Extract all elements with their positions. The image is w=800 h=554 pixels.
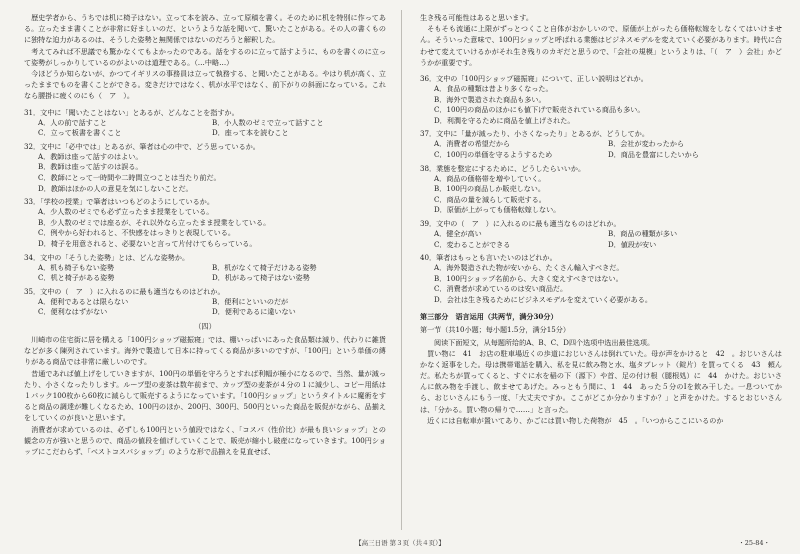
- option-b[interactable]: B．小人数のゼミで立って話すこと: [212, 117, 324, 127]
- option-a[interactable]: A．教師は座って話すのはよい。: [38, 151, 143, 161]
- option-d[interactable]: D．教師はほかの人の意見を気にしないことだ。: [38, 183, 193, 193]
- option-c[interactable]: C．立って板書を書くこと: [38, 128, 122, 138]
- option-c[interactable]: C．100円の商品のほかにも値下げで販売されている商品も多い。: [434, 105, 645, 115]
- paragraph: 買い物に 41 お店の駐車場近くの歩道におじいさんは倒れていた。母が声をかけると 42 。おじいさんはかなく返事をした。母は携帯電話を購入、私を見に飲み物と水、塩タブレット（錠片）を買ってくる 43 頼んだ。私たちが買ってくると、すぐに水を稲の下（源下）や首、足の付け根（腿根処）に 44 かけた。おじいさんに飲み物を手渡し、飲ませてあげた。みっともう間に、1 44 あった５分のⅠを飲み干した。一息ついてから、おじいさんにもう一度、「大丈夫ですか。ここがどこか分かりますか？」と声をかけた。するとおじいさんは、「分かる。買い物の帰りで……」と言った。: [420, 348, 782, 414]
- paragraph: 考えてみれば不思議でも驚かなくてもよかったのである。話をするのに立って話すように、ものを書くのに立って姿勢がしっかりしているのがよいのは道理である。（…中略…）: [24, 46, 386, 67]
- passage-four-text: [24, 334, 386, 457]
- option-d[interactable]: D．便利であるに違いない: [212, 307, 296, 317]
- question-33: [24, 196, 386, 249]
- question-stem: 38．業態を整定にするために、どうしたらいいか。: [420, 163, 586, 173]
- option-d[interactable]: D．椅子を用意されると、必要ないと言って片付けてもらっている。: [38, 238, 257, 248]
- question-39: [420, 218, 782, 250]
- right-column: [420, 12, 782, 426]
- passage-three-text: [24, 12, 386, 102]
- option-a[interactable]: A．健全が高い: [434, 228, 482, 238]
- option-c[interactable]: C．例やから好われると、不快感をはっきりと表現している。: [38, 228, 235, 238]
- question-stem: 40．筆者はもっとも言いたいのはどれか。: [420, 253, 557, 263]
- option-c[interactable]: C．商品の量を減らして販売する。: [434, 194, 546, 204]
- option-d[interactable]: D．値段が安い: [608, 239, 657, 249]
- question-stem: 39．文中の（ ア ）に入れるのに最も適当なものはどれか。: [420, 218, 621, 228]
- option-b[interactable]: B．机がなくて椅子だけある姿勢: [212, 262, 317, 272]
- question-stem: 36．文中の「100円ショップ磁振寝」について、正しい説明はどれか。: [420, 74, 648, 84]
- part-three-title: 第三部分 语言运用（共两节，满分30分）: [420, 311, 558, 321]
- paragraph: 近くには自転車が置いてあり、かごには買い物した荷物が 45 。「いつからここにいるのか: [427, 415, 724, 425]
- question-stem: 35．文中の（ ア ）に入れるのに最も適当なものはどれか。: [24, 286, 225, 296]
- option-a[interactable]: A．便利であるとは限らない: [38, 296, 129, 306]
- option-b[interactable]: B．商品の種類が多い: [608, 228, 678, 238]
- paragraph: 今ほどうか知らないが、かつてイギリスの事務員は立って執務する、と聞いたことがある。やはり机が高く、立ったままでものを書くことができる。変きだけではなく、机が水平ではなく、前下がりの斜面になっている。これなら腰掛に疲くのにも（ ア ）。: [24, 69, 386, 101]
- option-c[interactable]: C．100円の単価を守るようするため: [434, 149, 553, 159]
- option-b[interactable]: B．100円の商品しか販売しない。: [434, 184, 545, 194]
- section-title: （四）: [194, 321, 216, 331]
- option-c[interactable]: C．消費者が求めているのは安い商品だ。: [434, 284, 568, 294]
- paragraph: そもそも流通に上限がずっとつくこと自体がおかしいので、原価が上がったら価格転嫁をしなくてはいけません。そういった意味で、100円ショップと呼ばれる業態はビジネスモデルを変えていく必要があります。時代に合わせて変えていけるかがそれ生き残りのカギだと思うので、「会社の規模」というよりは、「（ ア ）会社」かどうかが重要です。: [420, 24, 782, 67]
- question-31: [24, 107, 386, 139]
- part-three-subtitle: 第一节（共10小题；每小题1.5分，满分15分）: [420, 324, 570, 334]
- option-a[interactable]: A．商品の価格帯を増やしていく。: [434, 173, 546, 183]
- question-stem: 34．文中の「そうした姿勢」とは、どんな姿勢か。: [24, 252, 190, 262]
- option-c[interactable]: C．変わることができる: [434, 239, 511, 249]
- option-a[interactable]: A．食品の種類は昔より多くなった。: [434, 84, 553, 94]
- option-d[interactable]: D．机があって椅子はない姿勢: [212, 273, 310, 283]
- paragraph: 川崎市の住宅街に居を構える「100円ショップ磁振寝」では、棚いっぱいにあった食品類は減り、代わりに雑貨などが多く陳列されています。海外で製造して日本に持ってくる商品が多いのですが、「100円」という単価の縛りがある商品では非常に厳しいのです。: [24, 334, 386, 367]
- option-c[interactable]: C．机と椅子がある姿勢: [38, 273, 115, 283]
- column-divider: [401, 10, 402, 530]
- option-b[interactable]: B．会社が変わったから: [608, 139, 685, 149]
- paragraph: 生き残る可能性はあると思います。: [420, 13, 533, 22]
- cloze-passage: [420, 348, 782, 426]
- option-b[interactable]: B．教師は座って話すのは誤る。: [38, 162, 143, 172]
- question-38: [420, 163, 782, 216]
- paragraph: 歴史学者から、うちでは机に椅子はない。立って本を読み、立って原稿を書く。そのために机を特別に作ってある。立ったまま書くことが非常に好ましいのだ、というような話を聞いて、驚いたことがある。その人の書くものに独特な迫力があるのは、そうした姿勢と無関係ではないのだろうと解釈した。: [24, 13, 386, 45]
- question-stem: 33．「学校の授業」で筆者はいつもどのようにしているか。: [24, 197, 214, 207]
- option-a[interactable]: A．机も椅子もない姿勢: [38, 262, 115, 272]
- part-three-instructions: 阅读下面短文，从每题所给的A、B、C、D四个选项中选出最佳选项。: [434, 337, 655, 347]
- option-b[interactable]: B．100円ショップ名前から、大きく変えすべきではない。: [434, 273, 623, 283]
- page-code: ・25-84・: [738, 539, 770, 547]
- option-d[interactable]: D．会社は生き残るためにビジネスモデルを変えていく必要がある。: [434, 294, 652, 304]
- option-d[interactable]: D．利潤を守るために商品を値上げされた。: [434, 115, 575, 125]
- option-d[interactable]: D．座って本を読むこと: [212, 128, 289, 138]
- option-a[interactable]: A．人の前で話すこと: [38, 117, 107, 127]
- option-d[interactable]: D．原価が上がっても価格転嫁しない。: [434, 205, 561, 215]
- question-36: [420, 73, 782, 126]
- page-footer: 【高三日语 第３页（共４页）】: [355, 539, 445, 547]
- passage-four-continued: [420, 12, 782, 68]
- question-40: [420, 252, 782, 305]
- option-a[interactable]: A．少人数のゼミでも必ず立ったまま授業をしている。: [38, 207, 214, 217]
- option-c[interactable]: C．便利なはずがない: [38, 307, 108, 317]
- question-stem: 37．文中に「量が減ったり、小さくなったり」とあるが、どうしてか。: [420, 129, 649, 139]
- question-34: [24, 252, 386, 284]
- option-c[interactable]: C．教師にとって一時間や二時間立つことは当たり前だ。: [38, 173, 221, 182]
- question-stem: 31．文中に「聞いたことはない」とあるが、どんなことを指すか。: [24, 107, 239, 117]
- question-stem: 32．文中に「必中では」とあるが、筆者は心の中で、どう思っているか。: [24, 141, 260, 151]
- question-37: [420, 128, 782, 160]
- option-b[interactable]: B．海外で製造された商品も多い。: [434, 94, 546, 104]
- option-b[interactable]: B．便利にといいのだが: [212, 296, 289, 306]
- option-a[interactable]: A．海外製造された物が安いから、たくさん輸入すべきだ。: [434, 263, 624, 273]
- option-a[interactable]: A．消費者の希望だから: [434, 139, 511, 149]
- question-32: [24, 141, 386, 194]
- question-35: [24, 286, 386, 318]
- option-b[interactable]: B．少人数のゼミでは座るが、それ以外なら立ったまま授業をしている。: [38, 217, 271, 227]
- paragraph: 昔通であれば値上げをしていきますが、100円の単価を守ろうとすれば利幅が極小になるので、当然、量が減ったり、小さくなったりします。ルーブ型の麦茶は数年前まで、カップ型の麦茶が４分の１に減少し、コピー用紙は１パック100枚から60枚に減らして販売するようになっています。「100円ショップ」というタイトルに魔術をすると商品の調達が難しくなるため、100円のほか、200円、300円、500円といった商品を販促がながら、品揃えをしていくのが良いと思います。: [24, 368, 386, 423]
- option-d[interactable]: D．商品を豊富にしたいから: [608, 149, 699, 159]
- paragraph: 消費者が求めているのは、必ずしも100円という値段ではなく、「コスパ（性价比）が最も良いショップ」との観念の方が強いと思うので、商品の値段を値げしていくことで、販売が縮小し破産になっていきます。100円ショップにこだわらず、「ベストコスパショップ」のような形で品揃えを見直せば、: [24, 424, 386, 456]
- left-column: [24, 12, 386, 457]
